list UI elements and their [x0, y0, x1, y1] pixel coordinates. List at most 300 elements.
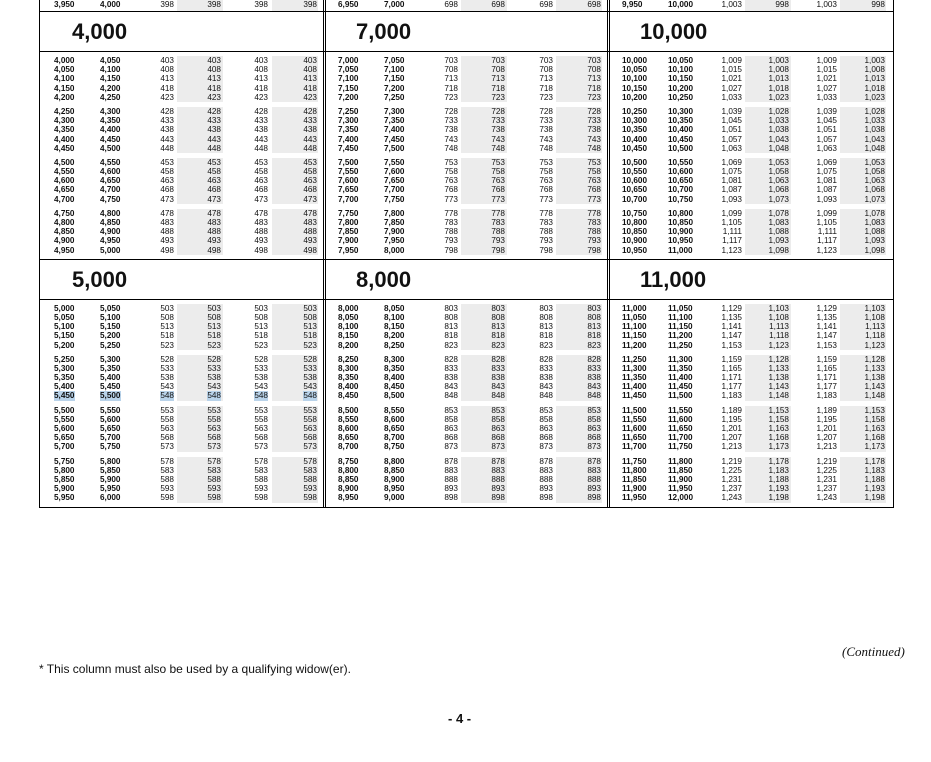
tax-amount-cell: 403: [254, 56, 268, 65]
tax-amount-cell: 463: [160, 176, 174, 186]
income-range-cell: 11,400: [668, 373, 693, 383]
tax-amount-cell: 538: [160, 373, 174, 383]
income-range-cell: 4,100: [100, 65, 121, 75]
tax-amount-cell: 843: [539, 382, 553, 392]
tax-amount-cell: 863: [587, 424, 601, 433]
income-range-cell: 4,800: [54, 218, 75, 227]
tax-amount-cell: 743: [491, 134, 505, 144]
table-row: [40, 209, 325, 218]
income-range-cell: 4,300: [54, 116, 75, 126]
table-row: [608, 227, 893, 236]
tax-amount-cell: 1,113: [769, 322, 789, 332]
table-row: [608, 84, 893, 93]
tax-amount-cell: 498: [254, 245, 268, 255]
income-range-cell: 8,450: [384, 382, 405, 392]
income-range-cell: 8,000: [338, 303, 359, 313]
tax-amount-cell: 548: [303, 391, 317, 401]
tax-amount-cell: 1,093: [864, 236, 885, 246]
income-range-cell: 11,950: [622, 493, 647, 503]
table-row: [40, 167, 325, 176]
tax-amount-cell: 818: [444, 331, 458, 341]
income-range-cell: 11,550: [668, 405, 693, 415]
table-row: [40, 493, 325, 502]
tax-amount-cell: 703: [444, 56, 458, 65]
tax-amount-cell: 508: [160, 312, 174, 322]
income-range-cell: 4,250: [54, 106, 75, 116]
tax-amount-cell: 453: [303, 157, 317, 167]
tax-amount-cell: 1,213: [816, 442, 837, 452]
tax-amount-cell: 413: [303, 74, 317, 84]
tax-amount-cell: 498: [160, 245, 174, 255]
income-range-cell: 7,550: [384, 157, 405, 167]
tax-amount-cell: 568: [207, 433, 221, 443]
tax-amount-cell: 583: [207, 465, 221, 475]
income-range-cell: 11,200: [668, 331, 693, 341]
income-range-cell: 7,000: [338, 56, 359, 65]
tax-amount-cell: 458: [160, 167, 174, 177]
table-row: [324, 322, 609, 331]
income-range-cell: 10,100: [668, 65, 694, 75]
tax-amount-cell: 1,015: [816, 65, 837, 75]
table-row: [40, 341, 325, 350]
table-row: [608, 56, 893, 65]
tax-amount-cell: 448: [303, 143, 317, 153]
income-range-cell: 7,700: [384, 185, 405, 195]
income-range-cell: 10,300: [622, 116, 648, 126]
income-range-cell: 7,350: [338, 125, 359, 135]
tax-amount-cell: 1,048: [864, 143, 885, 153]
income-range-cell: 5,650: [54, 433, 75, 443]
tax-amount-cell: 453: [254, 157, 268, 167]
income-range-cell: 11,900: [668, 474, 693, 484]
table-row: [608, 236, 893, 245]
tax-amount-cell: 763: [491, 176, 505, 186]
tax-amount-cell: 488: [160, 227, 174, 237]
tax-amount-cell: 418: [303, 83, 317, 93]
table-row: [608, 167, 893, 176]
tax-amount-cell: 753: [587, 157, 601, 167]
tax-amount-cell: 518: [207, 331, 221, 341]
tax-amount-cell: 1,081: [721, 176, 742, 186]
tax-amount-cell: 403: [303, 56, 317, 65]
tax-amount-cell: 1,093: [816, 194, 837, 204]
section-title: 11,000: [640, 266, 707, 292]
tax-amount-cell: 1,075: [721, 167, 742, 177]
tax-amount-cell: 573: [207, 442, 221, 452]
tax-amount-cell: 443: [160, 134, 174, 144]
tax-amount-cell: 1,178: [864, 456, 885, 466]
tax-amount-cell: 1,123: [816, 245, 837, 255]
tax-amount-cell: 413: [254, 74, 268, 84]
tax-amount-cell: 713: [491, 74, 505, 84]
tax-amount-cell: 428: [303, 106, 317, 116]
tax-amount-cell: 453: [160, 157, 174, 167]
tax-amount-cell: 1,153: [768, 405, 789, 415]
tax-amount-cell: 778: [539, 208, 553, 218]
income-range-cell: 5,900: [100, 474, 121, 484]
income-range-cell: 10,150: [622, 83, 648, 93]
income-range-cell: 7,400: [384, 125, 405, 135]
income-range-cell: 4,500: [54, 157, 75, 167]
tax-amount-cell: 578: [303, 456, 317, 466]
tax-amount-cell: 698: [491, 0, 505, 9]
income-range-cell: 10,750: [668, 194, 694, 204]
tax-amount-cell: 508: [207, 312, 221, 322]
tax-amount-cell: 898: [539, 493, 553, 503]
income-range-cell: 5,200: [100, 331, 121, 341]
table-row: [40, 125, 325, 134]
income-range-cell: 10,050: [668, 56, 694, 65]
tax-amount-cell: 808: [444, 312, 458, 322]
section-body: [324, 300, 609, 508]
table-row: [608, 493, 893, 502]
tax-amount-cell: 768: [539, 185, 553, 195]
income-range-cell: 8,550: [338, 414, 359, 424]
tax-amount-cell: 1,168: [768, 433, 789, 443]
tax-amount-cell: 758: [587, 167, 601, 177]
tax-amount-cell: 558: [207, 414, 221, 424]
tax-amount-cell: 398: [303, 0, 317, 9]
income-range-cell: 11,250: [622, 354, 647, 364]
tax-amount-cell: 548: [207, 391, 221, 401]
tax-amount-cell: 408: [160, 65, 174, 75]
tax-amount-cell: 753: [491, 157, 505, 167]
income-range-cell: 11,600: [622, 424, 647, 433]
table-row: [608, 322, 893, 331]
tax-amount-cell: 863: [539, 424, 553, 433]
tax-amount-cell: 588: [303, 474, 317, 484]
income-range-cell: 8,850: [338, 474, 359, 484]
tax-amount-cell: 528: [160, 354, 174, 364]
income-range-cell: 7,100: [384, 65, 405, 75]
income-range-cell: 3,950: [54, 0, 75, 9]
income-range-cell: 4,400: [100, 125, 121, 135]
income-range-cell: 7,850: [384, 218, 405, 227]
tax-amount-cell: 728: [587, 106, 601, 116]
tax-amount-cell: 823: [539, 340, 553, 350]
income-range-cell: 5,300: [54, 363, 75, 373]
table-row: [608, 246, 893, 255]
tax-amount-cell: 468: [207, 185, 221, 195]
tax-amount-cell: 1,219: [816, 456, 837, 466]
tax-amount-cell: 513: [160, 322, 174, 332]
tax-amount-cell: 418: [160, 83, 174, 93]
continued-note: (Continued): [842, 644, 905, 659]
income-range-cell: 8,950: [384, 484, 405, 494]
tax-amount-cell: 563: [207, 424, 221, 433]
section-title: 7,000: [356, 19, 412, 44]
income-range-cell: 10,500: [622, 157, 648, 167]
tax-amount-cell: 858: [587, 414, 601, 424]
income-range-cell: 6,950: [338, 0, 359, 9]
income-range-cell: 8,400: [338, 382, 359, 392]
table-row: [324, 185, 609, 194]
tax-amount-cell: 868: [444, 433, 458, 443]
tax-amount-cell: 768: [587, 185, 601, 195]
section-title: 10,000: [640, 19, 708, 44]
income-range-cell: 8,650: [384, 424, 405, 433]
tax-amount-cell: 828: [587, 354, 601, 364]
income-range-cell: 10,900: [622, 236, 648, 246]
tax-amount-cell: 733: [587, 116, 601, 126]
tax-amount-cell: 408: [303, 65, 317, 75]
income-range-cell: 8,300: [384, 354, 405, 364]
income-range-cell: 12,000: [668, 493, 694, 503]
income-range-cell: 8,700: [338, 442, 359, 452]
tax-amount-cell: 423: [303, 92, 317, 102]
tax-amount-cell: 878: [539, 456, 553, 466]
income-range-cell: 4,350: [100, 116, 121, 126]
income-range-cell: 10,050: [622, 65, 648, 75]
table-row: [608, 0, 893, 11]
tax-amount-cell: 1,008: [768, 65, 789, 75]
tax-amount-cell: 883: [587, 465, 601, 475]
tax-amount-cell: 468: [303, 185, 317, 195]
tax-amount-cell: 723: [587, 92, 601, 102]
tax-amount-cell: 483: [303, 218, 317, 227]
tax-amount-cell: 598: [207, 493, 221, 503]
tax-amount-cell: 1,033: [768, 116, 789, 126]
tax-amount-cell: 1,021: [721, 74, 742, 84]
income-range-cell: 10,950: [668, 236, 694, 246]
income-range-cell: 4,950: [54, 245, 75, 255]
income-range-cell: 11,950: [668, 484, 693, 494]
income-range-cell: 8,350: [338, 373, 359, 383]
tax-amount-cell: 778: [444, 208, 458, 218]
income-range-cell: 10,700: [622, 194, 648, 204]
table-row: [40, 475, 325, 484]
tax-amount-cell: 1,111: [817, 227, 837, 237]
income-range-cell: 5,750: [54, 456, 75, 466]
tax-amount-cell: 403: [160, 56, 174, 65]
income-range-cell: 11,150: [622, 331, 647, 341]
tax-amount-cell: 1,069: [721, 157, 742, 167]
income-range-cell: 10,100: [622, 74, 648, 84]
income-range-cell: 8,650: [338, 433, 359, 443]
tax-amount-cell: 763: [444, 176, 458, 186]
tax-amount-cell: 593: [160, 484, 174, 494]
table-row: [608, 218, 893, 227]
tax-amount-cell: 1,183: [721, 391, 742, 401]
table-row: [608, 475, 893, 484]
tax-amount-cell: 1,028: [864, 106, 885, 116]
tax-amount-cell: 1,207: [721, 433, 742, 443]
tax-amount-cell: 463: [207, 176, 221, 186]
tax-amount-cell: 738: [444, 125, 458, 135]
tax-amount-cell: 1,159: [816, 354, 837, 364]
table-row: [608, 185, 893, 194]
income-range-cell: 5,600: [54, 424, 75, 433]
tax-amount-cell: 1,201: [816, 424, 837, 433]
tax-amount-cell: 788: [587, 227, 601, 237]
tax-amount-cell: 588: [207, 474, 221, 484]
tax-amount-cell: 768: [444, 185, 458, 195]
income-range-cell: 11,750: [668, 442, 693, 452]
tax-amount-cell: 458: [254, 167, 268, 177]
tax-amount-cell: 748: [539, 143, 553, 153]
table-row: [324, 406, 609, 415]
tax-amount-cell: 458: [207, 167, 221, 177]
table-row: [40, 433, 325, 442]
income-range-cell: 7,150: [384, 74, 405, 84]
tax-amount-cell: 708: [444, 65, 458, 75]
income-range-cell: 4,700: [54, 194, 75, 204]
table-row: [324, 457, 609, 466]
income-range-cell: 4,100: [54, 74, 75, 84]
page-number: - 4 -: [448, 711, 472, 726]
tax-amount-cell: 468: [254, 185, 268, 195]
tax-amount-cell: 478: [160, 208, 174, 218]
tax-amount-cell: 878: [587, 456, 601, 466]
tax-amount-cell: 738: [491, 125, 505, 135]
tax-amount-cell: 503: [303, 303, 317, 313]
section-body: [608, 300, 893, 508]
table-row: [40, 415, 325, 424]
tax-amount-cell: 443: [303, 134, 317, 144]
income-range-cell: 8,500: [384, 391, 405, 401]
income-range-cell: 5,000: [100, 245, 121, 255]
tax-amount-cell: 428: [160, 106, 174, 116]
tax-amount-cell: 398: [160, 0, 174, 9]
tax-amount-cell: 823: [587, 340, 601, 350]
table-row: [324, 144, 609, 153]
tax-amount-cell: 1,033: [721, 92, 742, 102]
tax-amount-cell: 1,033: [864, 116, 885, 126]
income-range-cell: 5,750: [100, 442, 121, 452]
table-row: [40, 0, 325, 11]
tax-amount-cell: 563: [160, 424, 174, 433]
tax-amount-cell: 423: [254, 92, 268, 102]
income-range-cell: 8,450: [338, 391, 359, 401]
tax-amount-cell: 1,003: [816, 0, 837, 9]
tax-amount-cell: 803: [491, 303, 505, 313]
tax-amount-cell: 858: [444, 414, 458, 424]
table-row: [324, 466, 609, 475]
income-range-cell: 5,150: [100, 322, 121, 332]
tax-amount-cell: 823: [444, 340, 458, 350]
tax-amount-cell: 893: [539, 484, 553, 494]
income-range-cell: 8,700: [384, 433, 405, 443]
tax-amount-cell: 1,018: [768, 83, 789, 93]
tax-amount-cell: 713: [587, 74, 601, 84]
tax-amount-cell: 1,135: [816, 312, 837, 322]
tax-amount-cell: 513: [303, 322, 317, 332]
income-range-cell: 8,950: [338, 493, 359, 503]
tax-amount-cell: 708: [587, 65, 601, 75]
income-range-cell: 10,000: [622, 56, 648, 65]
tax-amount-cell: 1,128: [864, 354, 885, 364]
tax-amount-cell: 1,018: [864, 83, 885, 93]
tax-amount-cell: 538: [207, 373, 221, 383]
tax-amount-cell: 758: [491, 167, 505, 177]
table-row: [608, 144, 893, 153]
tax-amount-cell: 898: [491, 493, 505, 503]
table-row: [40, 56, 325, 65]
tax-amount-cell: 473: [207, 194, 221, 204]
income-range-cell: 8,600: [384, 414, 405, 424]
table-row: [608, 313, 893, 322]
tax-amount-cell: 1,068: [864, 185, 885, 195]
tax-amount-cell: 1,188: [864, 474, 885, 484]
tax-amount-cell: 773: [539, 194, 553, 204]
tax-amount-cell: 1,003: [721, 0, 742, 9]
tax-amount-cell: 1,237: [721, 484, 742, 494]
tax-amount-cell: 1,087: [816, 185, 837, 195]
tax-amount-cell: 1,108: [768, 312, 789, 322]
income-range-cell: 8,050: [338, 312, 359, 322]
tax-amount-cell: 1,143: [864, 382, 885, 392]
tax-amount-cell: 498: [303, 245, 317, 255]
income-range-cell: 11,000: [622, 303, 647, 313]
tax-amount-cell: 873: [444, 442, 458, 452]
tax-amount-cell: 528: [303, 354, 317, 364]
tax-amount-cell: 1,008: [864, 65, 885, 75]
tax-amount-cell: 1,158: [768, 414, 789, 424]
tax-amount-cell: 428: [207, 106, 221, 116]
tax-amount-cell: 418: [254, 83, 268, 93]
tax-amount-cell: 873: [587, 442, 601, 452]
section-title: 8,000: [356, 266, 412, 292]
tax-amount-cell: 1,213: [721, 442, 742, 452]
table-row: [608, 406, 893, 415]
tax-amount-cell: 518: [254, 331, 268, 341]
income-range-cell: 5,700: [100, 433, 121, 443]
tax-amount-cell: 433: [303, 116, 317, 126]
table-row: [324, 484, 609, 493]
income-range-cell: 4,800: [100, 208, 121, 218]
tax-amount-cell: 1,193: [768, 484, 789, 494]
tax-amount-cell: 1,183: [864, 465, 885, 475]
tax-amount-cell: 558: [303, 414, 317, 424]
tax-amount-cell: 443: [254, 134, 268, 144]
table-row: [608, 195, 893, 204]
tax-amount-cell: 473: [254, 194, 268, 204]
table-row: [324, 158, 609, 167]
tax-amount-cell: 708: [491, 65, 505, 75]
income-range-cell: 8,750: [384, 442, 405, 452]
tax-amount-cell: 1,013: [768, 74, 789, 84]
table-row: [40, 236, 325, 245]
tax-amount-cell: 593: [254, 484, 268, 494]
tax-amount-cell: 1,207: [816, 433, 837, 443]
table-row: [324, 304, 609, 313]
table-row: [608, 116, 893, 125]
table-row: [608, 433, 893, 442]
tax-amount-cell: 1,023: [768, 92, 789, 102]
tax-amount-cell: 508: [303, 312, 317, 322]
table-row: [324, 209, 609, 218]
income-range-cell: 7,500: [338, 157, 359, 167]
tax-amount-cell: 1,058: [864, 167, 885, 177]
income-range-cell: 11,500: [622, 405, 647, 415]
tax-amount-cell: 793: [539, 236, 553, 246]
tax-amount-cell: 853: [444, 405, 458, 415]
section-body: [608, 52, 893, 259]
tax-amount-cell: 408: [207, 65, 221, 75]
tax-amount-cell: 773: [491, 194, 505, 204]
tax-amount-cell: 573: [254, 442, 268, 452]
tax-amount-cell: 1,237: [816, 484, 837, 494]
income-range-cell: 7,200: [384, 83, 405, 93]
tax-amount-cell: 853: [539, 405, 553, 415]
tax-amount-cell: 413: [207, 74, 221, 84]
tax-amount-cell: 403: [207, 56, 221, 65]
income-range-cell: 5,100: [54, 322, 75, 332]
table-row: [40, 373, 325, 382]
table-row: [324, 373, 609, 382]
table-row: [40, 304, 325, 313]
tax-amount-cell: 598: [254, 493, 268, 503]
